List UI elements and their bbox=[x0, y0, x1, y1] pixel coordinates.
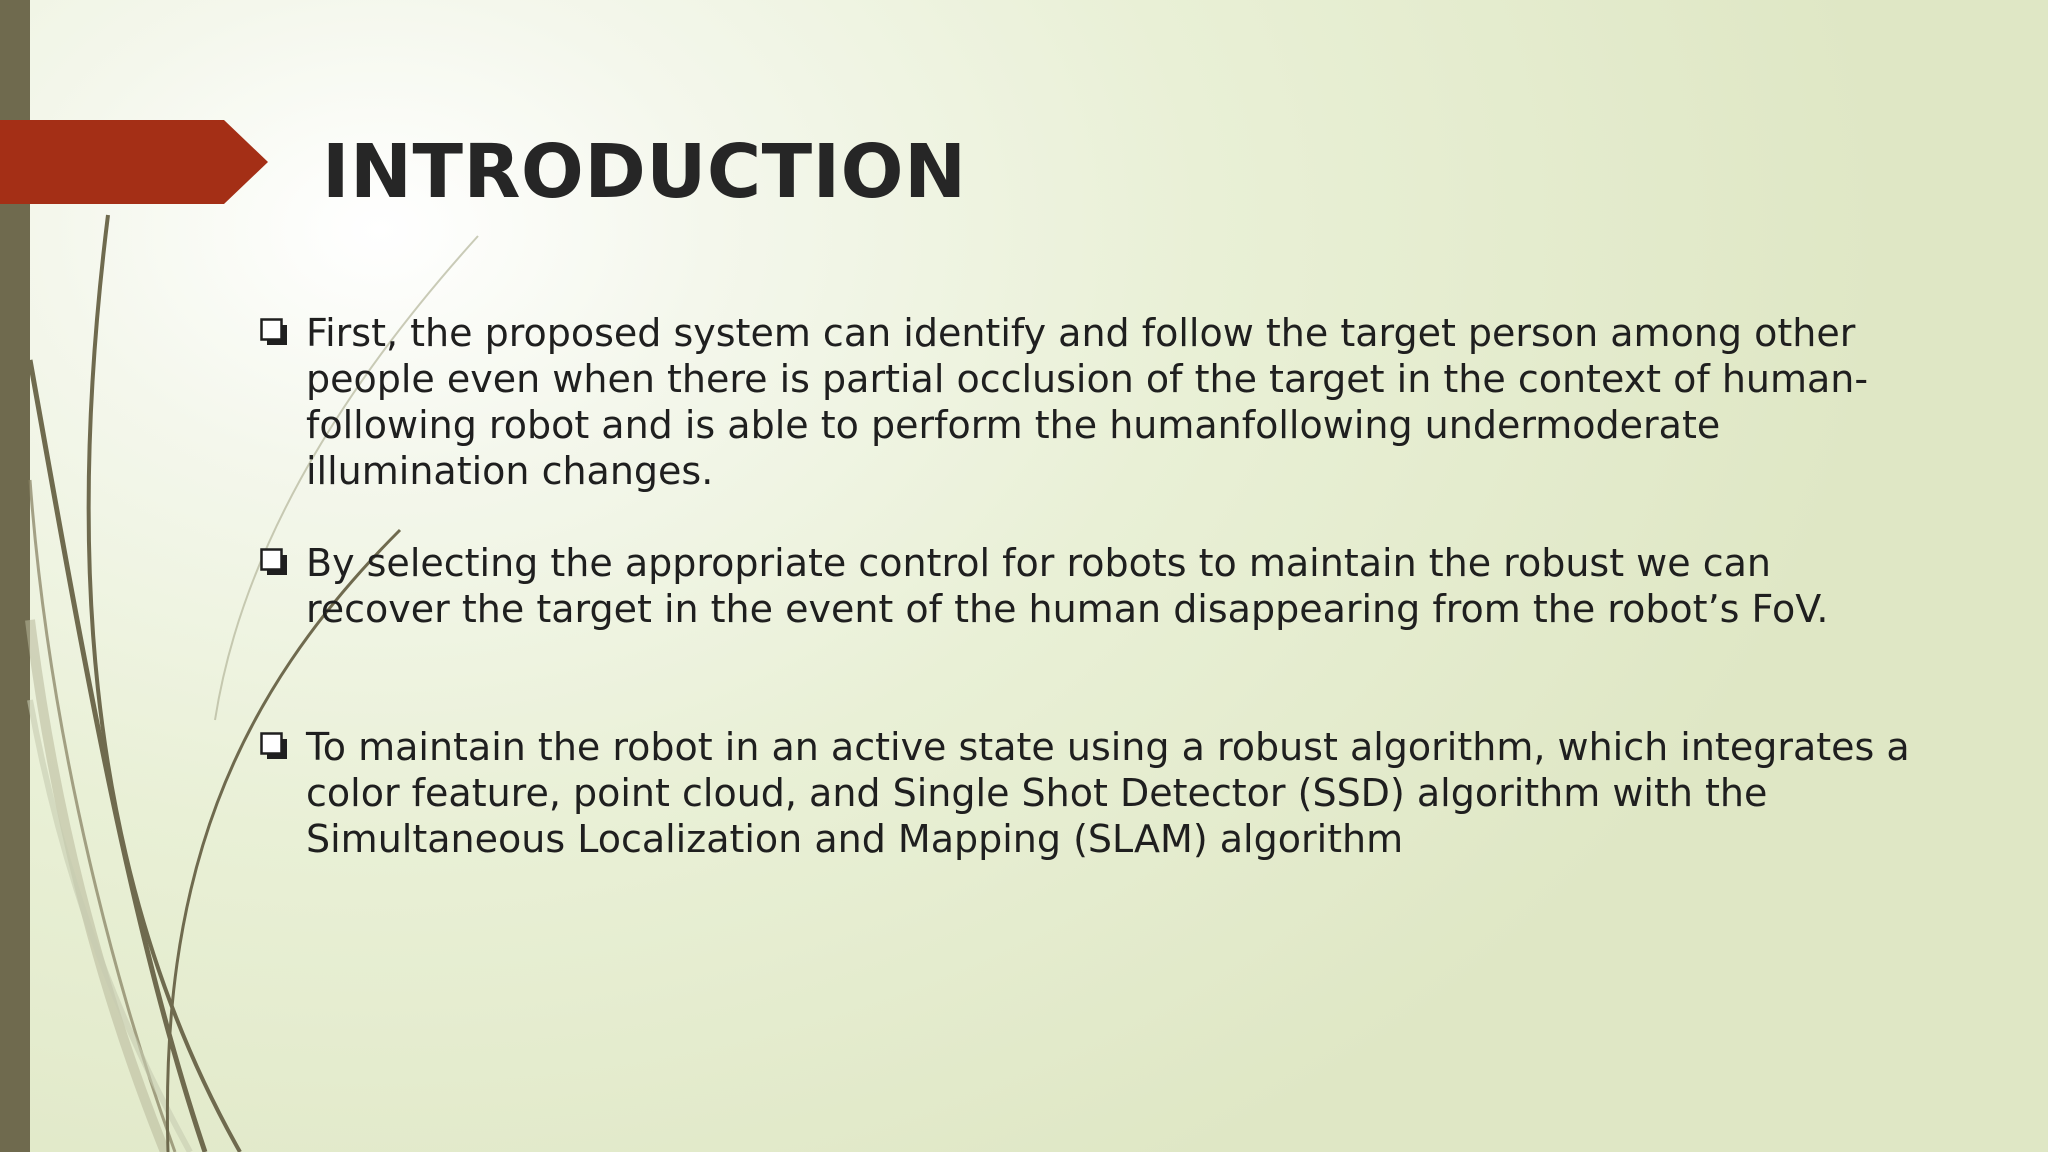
bullet-text: First, the proposed system can identify and follow the target person among other people even when there is partial occlusion of the target in the context of human-following robot and is able to perform the humanfollowing undermoderate illumination changes. bbox=[306, 311, 1869, 493]
swoosh-line bbox=[30, 480, 175, 1152]
swoosh-line bbox=[30, 700, 190, 1152]
bullet-item bbox=[260, 540, 1920, 632]
bullet-list bbox=[260, 310, 1920, 862]
swoosh-line bbox=[89, 215, 240, 1152]
bullet-text: To maintain the robot in an active state using a robust algorithm, which integrates a color feature, point cloud, and Single Shot Detector (SSD) algorithm with the Simultaneous Localization and Mapping (SLAM) algorithm bbox=[306, 725, 1910, 861]
swoosh-line bbox=[30, 360, 205, 1152]
swoosh-line bbox=[30, 620, 165, 1152]
bullet-item bbox=[260, 310, 1920, 494]
checkbox-bullet-icon bbox=[260, 318, 288, 346]
slide-title: INTRODUCTION bbox=[322, 129, 967, 215]
checkbox-bullet-icon bbox=[260, 548, 288, 576]
bullet-item bbox=[260, 724, 1920, 862]
checkbox-bullet-icon bbox=[260, 732, 288, 760]
bullet-text: By selecting the appropriate control for robots to maintain the robust we can recover the target in the event of the human disappearing from the robot’s FoV. bbox=[306, 541, 1829, 631]
title-arrow-shape bbox=[0, 120, 268, 204]
